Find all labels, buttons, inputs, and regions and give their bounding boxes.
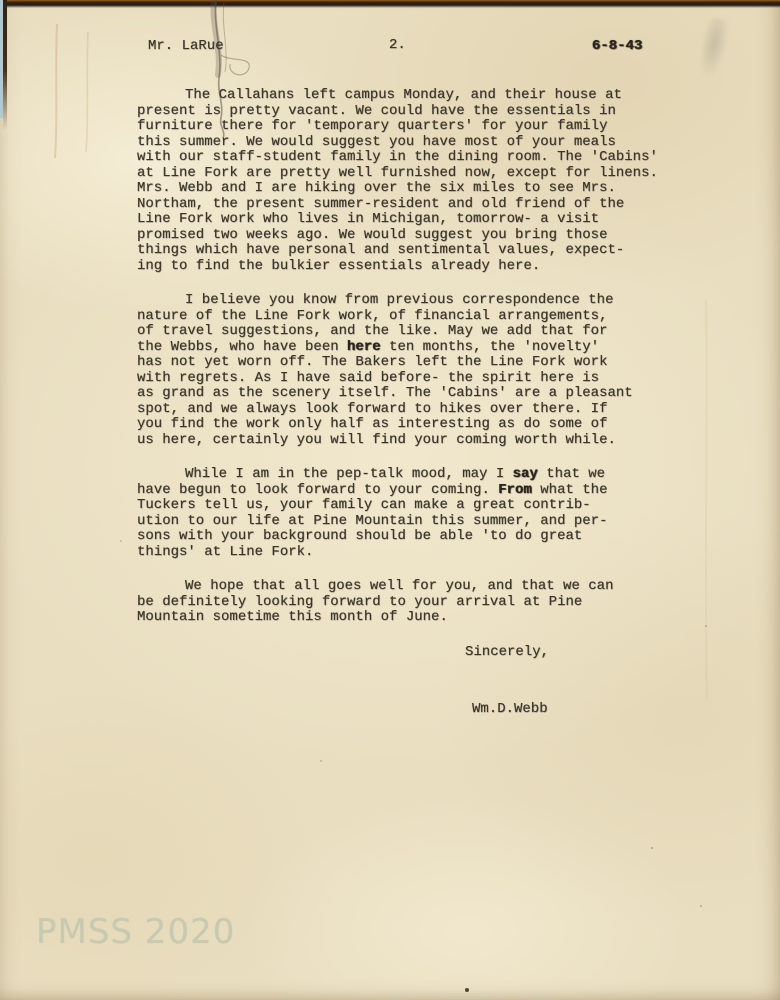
letter-line: things' at Line Fork.: [137, 543, 314, 560]
letter-line: Mountain sometime this month of June.: [137, 609, 448, 625]
letter-line: has not yet worn off. The Bakers left the Line Fork work: [137, 354, 608, 370]
letter-line: ution to our life at Pine Mountain this summer, and per-: [137, 512, 608, 529]
header-date: 6-8-43: [592, 38, 643, 54]
letter-line: be definitely looking forward to your arrival at Pine: [137, 593, 583, 610]
header-page-number: 2.: [389, 37, 406, 53]
scan-left-edge-shadow: [3, 0, 7, 132]
letter-line: We hope that all goes well for you, and that we can: [185, 578, 614, 594]
letter-closing: Sincerely,: [465, 644, 550, 660]
letter-line: nature of the Line Fork work, of financial arrangements,: [137, 307, 608, 324]
paper-smudge: [694, 16, 732, 82]
letter-paragraph: [137, 88, 693, 274]
letter-line: at Line Fork are pretty well furnished now, except for linens.: [137, 164, 658, 181]
letter-line: The Callahans left campus Monday, and their house at: [185, 87, 622, 103]
letter-line: Mrs. Webb and I are hiking over the six miles to see Mrs.: [137, 180, 616, 196]
letter-line: Line Fork work who lives in Michigan, tomorrow- a visit: [137, 211, 600, 227]
letter-line: us here, certainly you will find your coming worth while.: [137, 431, 616, 448]
letter-line: While I am in the pep-talk mood, may I say that we: [185, 466, 606, 482]
letter-line: I believe you know from previous correspondence the: [185, 292, 614, 308]
letter-line: sons with your background should be able 'to do great: [137, 528, 583, 544]
letter-line: ing to find the bulkier essentials already here.: [137, 257, 541, 274]
letter-line: have begun to look forward to your coming. From what the: [137, 481, 608, 498]
letter-line: as grand as the scenery itself. The 'Cabins' are a pleasant: [137, 385, 633, 401]
watermark: PMSS 2020: [36, 912, 236, 952]
letter-line: of travel suggestions, and the like. May we add that for: [137, 323, 608, 339]
letter-line: with regrets. As I have said before- the spirit here is: [137, 369, 600, 386]
scan-top-edge: [0, 0, 780, 8]
letter-line: you find the work only half as interesting as do some of: [137, 416, 608, 432]
paper-specks: [0, 0, 2, 2]
letter-line: furniture there for 'temporary quarters' for your family: [137, 118, 608, 134]
letter-line: promised two weeks ago. We would suggest you bring those: [137, 226, 608, 243]
header-recipient: Mr. LaRue: [148, 38, 224, 54]
letter-line: with our staff-student family in the dining room. The 'Cabins': [137, 149, 658, 165]
letter-body: [137, 88, 693, 645]
letter-line: the Webbs, who have been here ten months, the 'novelty': [137, 338, 600, 355]
letter-line: Northam, the present summer-resident and old friend of the: [137, 195, 625, 212]
letter-signature: Wm.D.Webb: [472, 701, 548, 717]
letter-line: things which have personal and sentimental values, expect-: [137, 242, 625, 258]
letter-paragraph: [137, 293, 693, 448]
letter-line: Tuckers tell us, your family can make a great contrib-: [137, 497, 591, 513]
letter-paragraph: [137, 467, 693, 560]
letter-line: spot, and we always look forward to hikes over there. If: [137, 400, 608, 417]
letter-paragraph: [137, 579, 693, 626]
letter-line: present is pretty vacant. We could have the essentials in: [137, 102, 616, 119]
letter-line: this summer. We would suggest you have most of your meals: [137, 133, 616, 150]
